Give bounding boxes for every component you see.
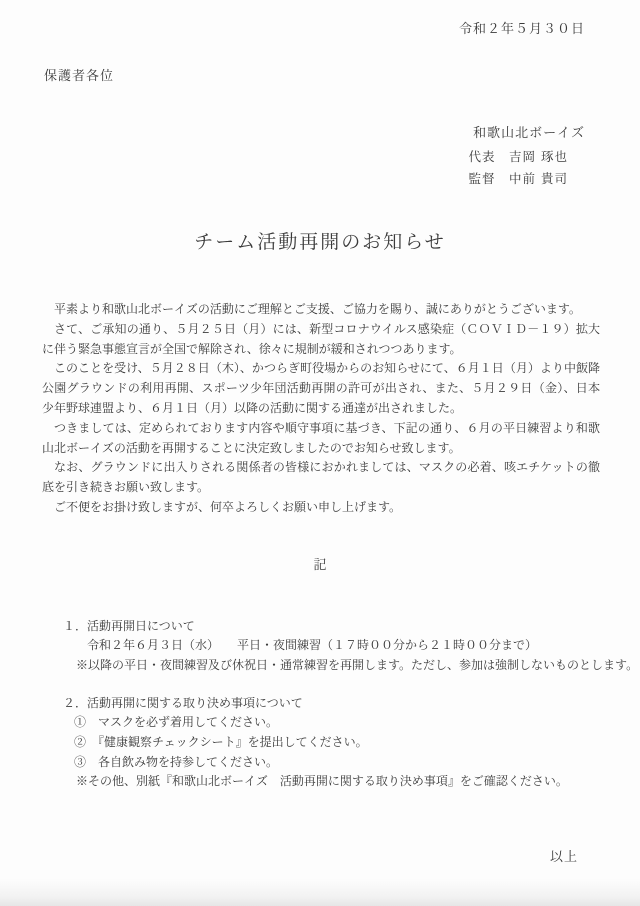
rule-item: ③ 各自飲み物を持参してください。 [74,754,279,769]
section-rules [0,694,640,792]
body-paragraph: 平素より和歌山北ボーイズの活動にご理解とご支援、ご協力を賜り、誠にありがとうございます。 [54,302,581,316]
ki-marker: 記 [313,557,327,573]
body-paragraph: このことを受け、５月２８日（木）、かつらぎ町役場からのお知らせにて、６月１日（月）より中飯降公園グラウンドの利用再開、スポーツ少年団活動再開の許可が出され、また、５月２９日（金）、日本少年野球連盟より、６月１日（月）以降の活動に関する通達が出されました。 [42,361,600,415]
sender-manager: 監督 中前 貴司 [468,171,568,186]
body-paragraph: なお、グラウンドに出入りされる関係者の皆様におかれましては、マスクの必着、咳エチケットの徹底を引き続きお願い致します。 [42,460,600,495]
section-note: ※その他、別紙『和歌山北ボーイズ 活動再開に関する取り決め事項』をご確認ください。 [76,774,568,789]
body-paragraph: つきましては、定められております内容や順守事項に基づき、下記の通り、６月の平日練習より和歌山北ボーイズの活動を再開することに決定致しましたのでお知らせ致します。 [42,420,600,455]
section-note: ※以降の平日・夜間練習及び休祝日・通常練習を再開します。ただし、参加は強制しないものとします。 [76,658,639,673]
section-restart-date [0,617,640,676]
addressee: 保護者各位 [44,69,115,84]
section-heading: ２．活動再開に関する取り決め事項について [63,695,303,710]
notice-sections [0,617,640,792]
closing-marker: 以上 [549,850,578,866]
section-heading: １．活動再開日について [63,618,195,633]
rule-item: ② 『健康観察チェックシート』を提出してください。 [74,735,368,750]
letter-date: 令和２年５月３０日 [458,22,585,37]
rule-item: ① マスクを必ず着用してください。 [74,715,279,730]
letter-body [42,300,600,518]
body-paragraph: ご不便をお掛け致しますが、何卒よろしくお願い申し上げます。 [54,499,402,514]
letter-title: チーム活動再開のお知らせ [194,231,446,253]
sender-organization: 和歌山北ボーイズ [473,126,585,141]
schedule-line: 令和２年６月３日（水） 平日・夜間練習（１７時００分から２１時００分まで） [87,638,538,653]
sender-representative: 代表 吉岡 琢也 [468,149,568,164]
body-paragraph: さて、ご承知の通り、５月２５日（月）には、新型コロナウイルス感染症（ＣＯＶＩＤ－１９）拡大に伴う緊急事態宣言が全国で解除され、徐々に規制が緩和されつつあります。 [42,321,600,356]
